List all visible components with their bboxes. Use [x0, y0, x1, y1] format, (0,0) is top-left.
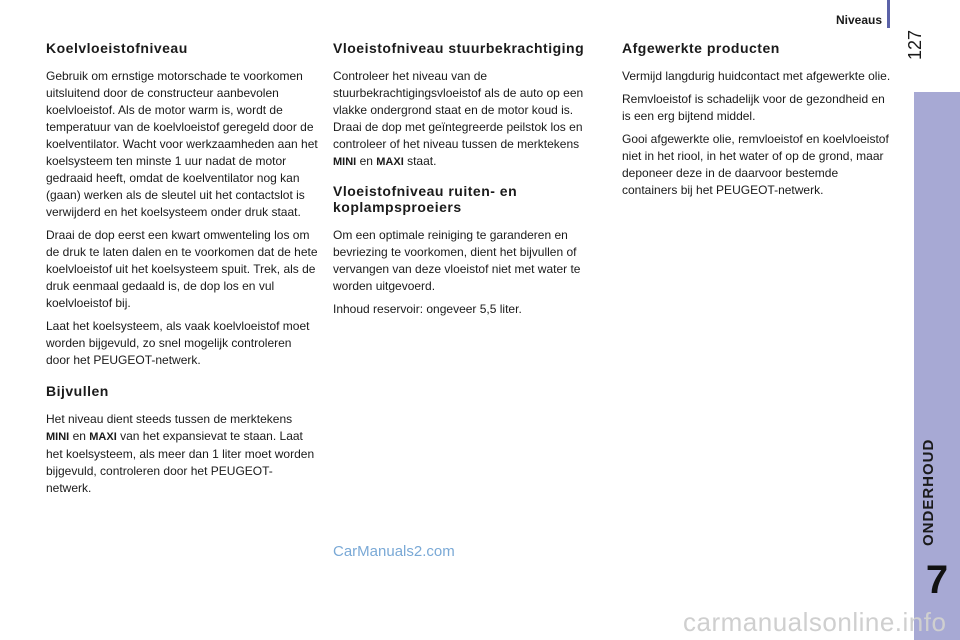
chapter-label: ONDERHOUD [920, 438, 937, 546]
header-divider [887, 0, 890, 28]
page-number: 127 [905, 29, 925, 60]
column-power-steering [333, 40, 605, 324]
heading-power-steering: Vloeistofniveau stuurbekrachtiging [333, 40, 585, 56]
section-title: Niveaus [835, 13, 882, 27]
text-run: van het expansievat te staan. Laat het koelsysteem, als meer dan 1 liter moet worden bijgevuld, controleren door het PEUGEOT-netwerk. [46, 429, 315, 495]
watermark-link[interactable]: CarManuals2.com [333, 543, 455, 560]
text-run: en [356, 154, 377, 168]
topping-up-paragraph [46, 411, 318, 497]
text-run: Het niveau dient steeds tussen de merktekens [46, 412, 293, 426]
chapter-number: 7 [925, 558, 949, 602]
column-used-products [622, 40, 894, 205]
mark-maxi: MAXI [376, 156, 404, 168]
mark-maxi: MAXI [89, 431, 117, 443]
power-steering-paragraph [333, 68, 605, 171]
text-run: Controleer het niveau van de stuurbekrachtigingsvloeistof als de auto op een vlakke ondergrond staat en de motor koud is. Draai de dop met geïntegreerde peilstok los en controleer of het niveau tussen de merktekens [333, 69, 584, 151]
text-run: en [69, 429, 90, 443]
heading-washer-fluid: Vloeistofniveau ruiten- en koplampsproeiers [333, 183, 518, 215]
text-run: staat. [403, 154, 437, 168]
coolant-paragraph-3: Laat het koelsysteem, als vaak koelvloeistof moet worden bijgevuld, zo snel mogelijk controleren door het PEUGEOT-netwerk. [46, 319, 310, 367]
washer-paragraph-1: Om een optimale reiniging te garanderen en bevriezing te voorkomen, dient het bijvullen of vervangen van deze vloeistof niet met water te worden uitgevoerd. [333, 228, 581, 293]
heading-topping-up: Bijvullen [46, 383, 109, 399]
mark-mini: MINI [46, 431, 70, 443]
coolant-paragraph-1: Gebruik om ernstige motorschade te voorkomen uitsluitend door de constructeur aanbevolen koelvloeistof. Als de motor warm is, wordt de temperatuur van de koelvloeistof geregeld door de koelventilator. Wacht voor werkzaamheden aan het koelsysteem ten minste 1 uur nadat de motor gedraaid heeft, omdat de koelventilator nog kan (gaan) werken als de sleutel uit het contactslot is verwijderd en het koelsysteem onder druk staat. [46, 69, 318, 219]
used-products-paragraph-1: Vermijd langdurig huidcontact met afgewerkte olie. [622, 69, 891, 83]
used-products-paragraph-3: Gooi afgewerkte olie, remvloeistof en koelvloeistof niet in het riool, in het water of op de grond, maar deponeer deze in de daarvoor bestemde containers bij het PEUGEOT-netwerk. [622, 132, 889, 197]
heading-used-products: Afgewerkte producten [622, 40, 780, 56]
used-products-paragraph-2: Remvloeistof is schadelijk voor de gezondheid en is een erg bijtend middel. [622, 92, 885, 123]
coolant-paragraph-2: Draai de dop eerst een kwart omwenteling los om de druk te laten dalen en te voorkomen dat de hete koelvloeistof uit het koelsysteem spuit. Trek, als de druk eenmaal gedaald is, de dop los en vul koelvloeistof bij. [46, 228, 318, 310]
mark-mini: MINI [333, 156, 357, 168]
footer-watermark: carmanualsonline.info [683, 607, 947, 637]
column-coolant [46, 40, 318, 503]
heading-coolant-level: Koelvloeistofniveau [46, 40, 188, 56]
washer-paragraph-2: Inhoud reservoir: ongeveer 5,5 liter. [333, 302, 522, 316]
